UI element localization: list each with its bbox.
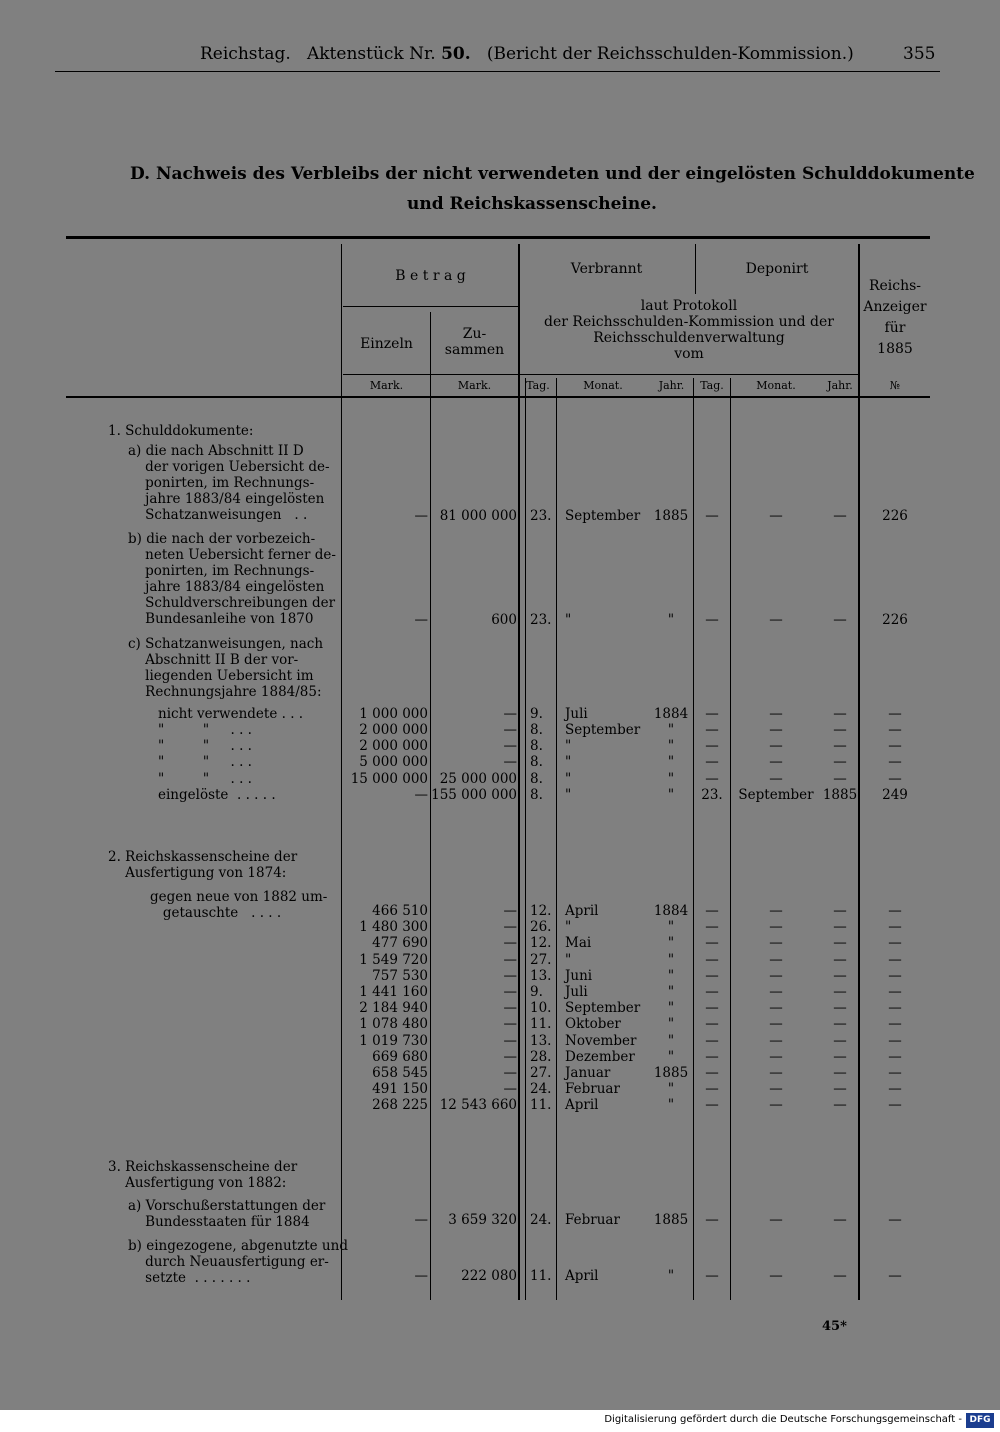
cell-einzeln: 1 019 730: [359, 1032, 428, 1049]
cell-nr: —: [888, 984, 902, 1000]
cell-tag: 27.: [530, 1065, 552, 1081]
section2-sub: gegen neue von 1882 um- getauschte . . . .: [150, 889, 328, 921]
cell-dtag: 23.: [701, 787, 723, 803]
cell-monat: September: [565, 722, 641, 738]
cell-dmonat: —: [769, 612, 783, 628]
row-label: " " . . .: [158, 771, 252, 787]
cell-zusammen: 600: [491, 612, 517, 628]
unit-tag-1: Tag.: [526, 379, 550, 392]
cell-zusammen: —: [503, 935, 517, 952]
cell-dmonat: September: [738, 787, 814, 803]
cell-tag: 9.: [530, 706, 543, 722]
cell-tag: 24.: [530, 1212, 552, 1228]
cell-einzeln: 757 530: [372, 967, 428, 984]
cell-tag: 8.: [530, 787, 543, 803]
cell-djahr: —: [833, 984, 847, 1000]
cell-dmonat: —: [769, 738, 783, 754]
cell-dmonat: —: [769, 1212, 783, 1228]
cell-einzeln: 491 150: [372, 1081, 428, 1098]
cell-zusammen: 155 000 000: [431, 787, 517, 803]
dfg-logo: DFG: [966, 1413, 994, 1428]
cell-nr: —: [888, 1081, 902, 1098]
cell-einzeln: —: [414, 787, 428, 803]
cell-dmonat: —: [769, 722, 783, 738]
cell-nr: —: [888, 1016, 902, 1033]
cell-dmonat: —: [769, 706, 783, 722]
cell-dtag: —: [705, 1016, 719, 1033]
cell-monat: Juli: [565, 984, 588, 1000]
col-zusammen: Zu- sammen: [444, 326, 505, 358]
cell-dmonat: —: [769, 1268, 783, 1284]
header-subject: (Bericht der Reichsschulden-Kommission.): [486, 44, 854, 64]
cell-djahr: —: [833, 1032, 847, 1049]
units-rule: [343, 374, 859, 375]
cell-monat: April: [565, 1097, 599, 1114]
unit-jahr-2: Jahr.: [827, 379, 853, 392]
cell-zusammen: —: [503, 1032, 517, 1049]
cell-monat: Februar: [565, 1081, 620, 1098]
cell-monat: ": [565, 787, 572, 803]
cell-djahr: —: [833, 1016, 847, 1033]
cell-tag: 12.: [530, 935, 552, 952]
cell-tag: 10.: [530, 1000, 552, 1017]
cell-djahr: —: [833, 754, 847, 770]
cell-djahr: —: [833, 738, 847, 754]
col-rule-2: [430, 312, 431, 1300]
cell-zusammen: —: [503, 706, 517, 722]
cell-tag: 12.: [530, 903, 552, 919]
cell-djahr: —: [833, 1212, 847, 1228]
section-title-line2: und Reichskassenscheine.: [407, 194, 657, 214]
col-rule-1: [341, 244, 342, 1300]
cell-dtag: —: [705, 984, 719, 1000]
sheet-signature: 45*: [822, 1319, 847, 1334]
cell-dtag: —: [705, 722, 719, 738]
cell-monat: ": [565, 754, 572, 770]
cell-jahr: ": [667, 1016, 675, 1033]
cell-dtag: —: [705, 1000, 719, 1017]
cell-tag: 13.: [530, 967, 552, 984]
cell-nr: —: [888, 919, 902, 936]
cell-djahr: —: [833, 919, 847, 936]
cell-jahr: 1885: [653, 1212, 689, 1228]
cell-zusammen: 3 659 320: [448, 1212, 517, 1228]
cell-dtag: —: [705, 738, 719, 754]
cell-tag: 23.: [530, 612, 552, 628]
page-number: 355: [903, 44, 936, 64]
cell-nr: —: [888, 1212, 902, 1228]
cell-djahr: —: [833, 1081, 847, 1098]
cell-djahr: —: [833, 722, 847, 738]
cell-jahr: ": [667, 951, 675, 968]
cell-jahr: ": [667, 1032, 675, 1049]
cell-monat: ": [565, 951, 572, 968]
cell-djahr: —: [833, 612, 847, 628]
footer-text: Digitalisierung gefördert durch die Deutsche Forschungsgemeinschaft -: [604, 1414, 962, 1425]
digitization-footer: [0, 1410, 1000, 1432]
cell-einzeln: 658 545: [372, 1065, 428, 1081]
cell-jahr: ": [667, 1097, 675, 1114]
cell-monat: November: [565, 1032, 637, 1049]
cell-monat: Januar: [565, 1065, 611, 1081]
section-title-line1: D. Nachweis des Verbleibs der nicht verwendeten und der eingelösten Schulddokumente: [130, 164, 975, 184]
cell-zusammen: —: [503, 722, 517, 738]
cell-djahr: —: [833, 706, 847, 722]
cell-jahr: ": [667, 984, 675, 1000]
unit-monat-2: Monat.: [756, 379, 796, 392]
header-doc-number: 50.: [441, 44, 471, 64]
cell-dmonat: —: [769, 508, 783, 524]
cell-nr: —: [888, 1048, 902, 1065]
table-header-rule: [66, 396, 930, 398]
header-reichstag: Reichstag.: [200, 44, 291, 64]
cell-monat: ": [565, 771, 572, 787]
cell-dmonat: —: [769, 1048, 783, 1065]
cell-nr: 226: [882, 612, 908, 628]
unit-mark-einzeln: Mark.: [369, 379, 404, 392]
cell-djahr: —: [833, 508, 847, 524]
cell-einzeln: 2 184 940: [359, 1000, 428, 1017]
unit-monat-1: Monat.: [583, 379, 623, 392]
cell-einzeln: 15 000 000: [350, 771, 428, 787]
cell-dtag: —: [705, 1065, 719, 1081]
section1-heading: 1. Schulddokumente:: [108, 423, 254, 439]
unit-mark-zusammen: Mark.: [457, 379, 492, 392]
cell-djahr: —: [833, 903, 847, 919]
cell-djahr: —: [833, 967, 847, 984]
running-header-left: [200, 44, 854, 64]
row-label: " " . . .: [158, 722, 252, 738]
row-label: eingelöste . . . . .: [158, 787, 276, 803]
cell-tag: 8.: [530, 722, 543, 738]
cell-dmonat: —: [769, 919, 783, 936]
cell-tag: 24.: [530, 1081, 552, 1098]
cell-nr: —: [888, 771, 902, 787]
cell-dtag: —: [705, 612, 719, 628]
cell-jahr: ": [667, 1081, 675, 1098]
cell-tag: 26.: [530, 919, 552, 936]
cell-dtag: —: [705, 706, 719, 722]
cell-jahr: ": [667, 612, 675, 628]
col-reichsanzeiger: Reichs- Anzeiger für 1885: [863, 278, 927, 357]
col-deponirt: Deponirt: [745, 261, 809, 277]
cell-jahr: 1885: [653, 508, 689, 524]
cell-dmonat: —: [769, 951, 783, 968]
cell-einzeln: 1 441 160: [359, 984, 428, 1000]
cell-tag: 11.: [530, 1268, 552, 1284]
cell-dtag: —: [705, 771, 719, 787]
cell-dmonat: —: [769, 1016, 783, 1033]
section1-c-text: c) Schatzanweisungen, nach Abschnitt II B der vor- liegenden Uebersicht im Rechnungsjahre 1884/85:: [128, 636, 324, 700]
col-protokoll: laut Protokoll der Reichsschulden-Kommission und der Reichsschuldenverwaltung vom: [544, 298, 834, 362]
cell-nr: —: [888, 1065, 902, 1081]
cell-jahr: ": [667, 1048, 675, 1065]
cell-tag: 8.: [530, 754, 543, 770]
cell-monat: April: [565, 1268, 599, 1284]
cell-zusammen: —: [503, 951, 517, 968]
table-top-rule: [66, 236, 930, 239]
cell-jahr: ": [667, 754, 675, 770]
cell-monat: Februar: [565, 1212, 620, 1228]
cell-tag: 9.: [530, 984, 543, 1000]
unit-tag-2: Tag.: [700, 379, 724, 392]
cell-djahr: —: [833, 1048, 847, 1065]
cell-dmonat: —: [769, 754, 783, 770]
cell-einzeln: 466 510: [372, 903, 428, 919]
cell-monat: Oktober: [565, 1016, 621, 1033]
cell-einzeln: 1 078 480: [359, 1016, 428, 1033]
cell-dmonat: —: [769, 1065, 783, 1081]
cell-einzeln: —: [414, 1212, 428, 1228]
cell-dtag: —: [705, 919, 719, 936]
cell-dtag: —: [705, 967, 719, 984]
cell-djahr: —: [833, 771, 847, 787]
cell-tag: 11.: [530, 1016, 552, 1033]
cell-monat: Juli: [565, 706, 588, 722]
cell-tag: 8.: [530, 738, 543, 754]
col-rule-3: [518, 244, 520, 1300]
row-label: " " . . .: [158, 738, 252, 754]
cell-dtag: —: [705, 1081, 719, 1098]
cell-djahr: —: [833, 951, 847, 968]
cell-einzeln: 2 000 000: [359, 722, 428, 738]
cell-djahr: —: [833, 1065, 847, 1081]
cell-dmonat: —: [769, 771, 783, 787]
cell-nr: —: [888, 1032, 902, 1049]
cell-einzeln: 1 000 000: [359, 706, 428, 722]
cell-dmonat: —: [769, 1081, 783, 1098]
cell-dmonat: —: [769, 984, 783, 1000]
cell-jahr: ": [667, 967, 675, 984]
cell-dtag: —: [705, 1268, 719, 1284]
cell-dmonat: —: [769, 903, 783, 919]
cell-tag: 8.: [530, 771, 543, 787]
header-rule: [55, 71, 940, 72]
cell-zusammen: —: [503, 1048, 517, 1065]
cell-jahr: ": [667, 1000, 675, 1017]
unit-nr: №: [889, 379, 901, 392]
cell-zusammen: —: [503, 967, 517, 984]
cell-jahr: ": [667, 935, 675, 952]
cell-dmonat: —: [769, 935, 783, 952]
section3-a-text: a) Vorschußerstattungen der Bundesstaaten für 1884: [128, 1198, 326, 1230]
cell-dtag: —: [705, 903, 719, 919]
cell-dtag: —: [705, 754, 719, 770]
cell-monat: April: [565, 903, 599, 919]
cell-dmonat: —: [769, 967, 783, 984]
cell-monat: Dezember: [565, 1048, 635, 1065]
cell-nr: —: [888, 738, 902, 754]
cell-zusammen: 25 000 000: [439, 771, 517, 787]
cell-zusammen: 81 000 000: [439, 508, 517, 524]
cell-dtag: —: [705, 508, 719, 524]
section3-b-text: b) eingezogene, abgenutzte und durch Neuausfertigung er- setzte . . . . . . .: [128, 1238, 348, 1286]
cell-djahr: —: [833, 935, 847, 952]
cell-zusammen: —: [503, 1065, 517, 1081]
cell-nr: —: [888, 967, 902, 984]
cell-zusammen: —: [503, 1016, 517, 1033]
cell-jahr: ": [667, 738, 675, 754]
header-doc: Aktenstück Nr.: [306, 44, 436, 64]
cell-einzeln: 268 225: [372, 1097, 428, 1114]
cell-einzeln: —: [414, 508, 428, 524]
col-einzeln: Einzeln: [360, 336, 413, 352]
section2-heading: 2. Reichskassenscheine der Ausfertigung von 1874:: [108, 849, 298, 881]
cell-nr: —: [888, 706, 902, 722]
cell-zusammen: —: [503, 919, 517, 936]
cell-tag: 13.: [530, 1032, 552, 1049]
cell-djahr: —: [833, 1097, 847, 1114]
cell-einzeln: —: [414, 1268, 428, 1284]
cell-dmonat: —: [769, 1032, 783, 1049]
cell-nr: 249: [882, 787, 908, 803]
col-rule-4: [556, 378, 557, 1300]
cell-zusammen: —: [503, 1000, 517, 1017]
cell-einzeln: 477 690: [372, 935, 428, 952]
cell-jahr: 1885: [653, 1065, 689, 1081]
cell-jahr: ": [667, 787, 675, 803]
cell-dtag: —: [705, 935, 719, 952]
cell-einzeln: 1 549 720: [359, 951, 428, 968]
cell-monat: ": [565, 612, 572, 628]
cell-jahr: 1884: [653, 903, 689, 919]
cell-einzeln: 2 000 000: [359, 738, 428, 754]
cell-nr: —: [888, 1000, 902, 1017]
cell-dmonat: —: [769, 1000, 783, 1017]
cell-nr: —: [888, 951, 902, 968]
cell-jahr: ": [667, 771, 675, 787]
cell-monat: Mai: [565, 935, 592, 952]
cell-zusammen: —: [503, 754, 517, 770]
cell-dtag: —: [705, 951, 719, 968]
col-rule-3b: [525, 378, 526, 1300]
cell-dtag: —: [705, 1048, 719, 1065]
cell-monat: Juni: [565, 967, 593, 984]
cell-nr: 226: [882, 508, 908, 524]
cell-dtag: —: [705, 1097, 719, 1114]
col-verbrannt: Verbrannt: [570, 261, 643, 277]
unit-jahr-1: Jahr.: [658, 379, 685, 392]
cell-dtag: —: [705, 1032, 719, 1049]
cell-einzeln: 5 000 000: [359, 754, 428, 770]
cell-monat: ": [565, 919, 572, 936]
row-label: " " . . .: [158, 754, 252, 770]
cell-nr: —: [888, 903, 902, 919]
section1-b-text: b) die nach der vorbezeich- neten Uebersicht ferner de- ponirten, im Rechnungs- jahre 1883/84 eingelösten Schuldverschreibungen der Bundesanleihe von 1870: [128, 531, 336, 627]
section3-heading: 3. Reichskassenscheine der Ausfertigung von 1882:: [108, 1159, 298, 1191]
cell-zusammen: —: [503, 903, 517, 919]
cell-tag: 28.: [530, 1048, 552, 1065]
cell-nr: —: [888, 1268, 902, 1284]
cell-zusammen: —: [503, 1081, 517, 1098]
cell-zusammen: 222 080: [461, 1268, 517, 1284]
cell-zusammen: 12 543 660: [439, 1097, 517, 1114]
cell-monat: ": [565, 738, 572, 754]
cell-tag: 23.: [530, 508, 552, 524]
row-label: nicht verwendete . . .: [158, 706, 304, 722]
cell-dtag: —: [705, 1212, 719, 1228]
col-betrag: B e t r a g: [395, 268, 466, 284]
cell-zusammen: —: [503, 984, 517, 1000]
cell-jahr: ": [667, 919, 675, 936]
betrag-rule: [343, 306, 518, 307]
cell-monat: September: [565, 508, 641, 524]
cell-djahr: —: [833, 1268, 847, 1284]
cell-jahr: ": [667, 722, 675, 738]
cell-einzeln: —: [414, 612, 428, 628]
cell-nr: —: [888, 722, 902, 738]
cell-einzeln: 669 680: [372, 1048, 428, 1065]
cell-djahr: —: [833, 1000, 847, 1017]
cell-tag: 11.: [530, 1097, 552, 1114]
cell-nr: —: [888, 1097, 902, 1114]
cell-dmonat: —: [769, 1097, 783, 1114]
cell-monat: September: [565, 1000, 641, 1017]
section1-a-text: a) die nach Abschnitt II D der vorigen Uebersicht de- ponirten, im Rechnungs- jahre 1883/84 eingelösten Schatzanweisungen . .: [128, 443, 330, 523]
cell-jahr: ": [667, 1268, 675, 1284]
cell-djahr: 1885: [822, 787, 858, 803]
cell-zusammen: —: [503, 738, 517, 754]
cell-tag: 27.: [530, 951, 552, 968]
cell-jahr: 1884: [653, 706, 689, 722]
cell-nr: —: [888, 935, 902, 952]
cell-nr: —: [888, 754, 902, 770]
cell-einzeln: 1 480 300: [359, 919, 428, 936]
